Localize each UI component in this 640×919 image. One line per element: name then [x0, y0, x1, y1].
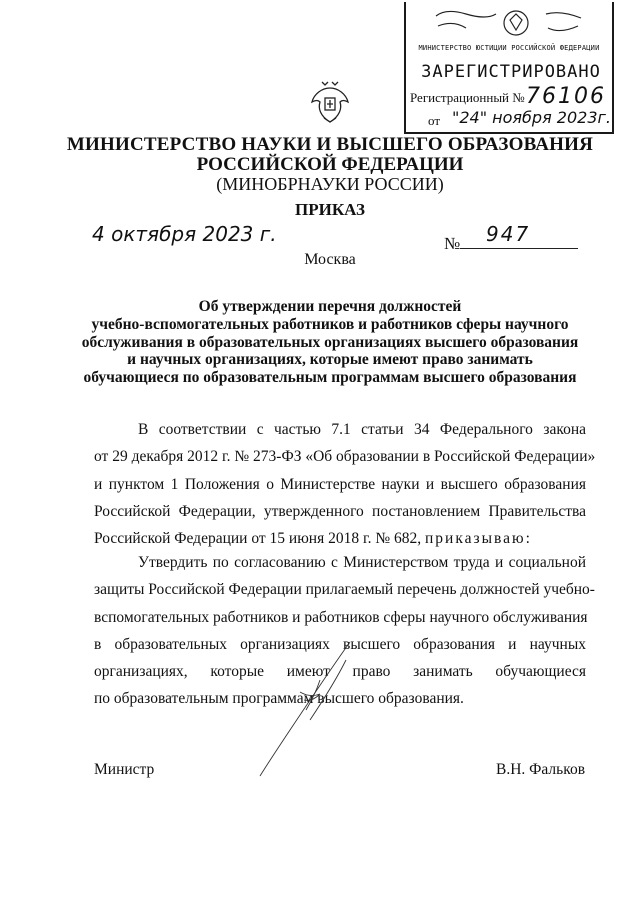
order-number-underline — [460, 248, 578, 249]
stamp-registered: ЗАРЕГИСТРИРОВАНО — [421, 62, 601, 82]
text-line: Утвердить по согласованию с Министерством труда и социальной — [138, 554, 586, 571]
order-date: 4 октября 2023 г. — [92, 222, 277, 246]
text-line: от 29 декабря 2012 г. № 273-ФЗ «Об образовании в Российской Федерации» — [94, 448, 596, 466]
handwritten-signature-icon — [250, 640, 370, 780]
stamp-reg-label: Регистрационный № — [410, 90, 525, 105]
document-type: ПРИКАЗ — [295, 200, 365, 219]
title-line: Об утверждении перечня должностей — [198, 298, 462, 315]
signatory-position: Министр — [94, 761, 155, 778]
decree-word: приказываю: — [424, 530, 532, 548]
stamp-from-label: от — [428, 113, 441, 128]
text-line: Российской Федерации, утвержденного постановлением Правительства — [94, 502, 586, 520]
text-line: В соответствии с частью 7.1 статьи 34 Федерального закона — [138, 421, 586, 438]
title-line: обучающиеся по образовательным программам высшего образования — [83, 369, 577, 387]
document-title — [80, 298, 580, 387]
title-line: обслуживания в образовательных организациях высшего образования — [81, 333, 579, 351]
text-fragment: Российской Федерации от 15 июня 2018 г. № 682, — [94, 530, 422, 548]
paragraph-preamble — [94, 416, 596, 552]
ministry-abbreviation: (МИНОБРНАУКИ РОССИИ) — [216, 174, 444, 194]
ministry-name-line1: МИНИСТЕРСТВО НАУКИ И ВЫСШЕГО ОБРАЗОВАНИЯ — [66, 134, 594, 155]
stamp-reg-date: "24" ноября 2023г. — [452, 108, 611, 127]
text-line: организациях, которые имеют право занимать обучающиеся — [94, 663, 586, 681]
stamp-reg-number: 76106 — [526, 84, 606, 109]
text-line: по образовательным программам высшего образования. — [94, 690, 464, 708]
text-line: вспомогательных работников и работников сферы научного обслуживания — [94, 608, 588, 626]
text-line: и пунктом 1 Положения о Министерстве науки и высшего образования — [94, 475, 586, 493]
text-line: защиты Российской Федерации прилагаемый перечень должностей учебно- — [94, 581, 595, 599]
text-line: в образовательных организациях высшего образования и научных — [94, 635, 586, 653]
title-line: учебно-вспомогательных работников и работников сферы научного — [91, 315, 569, 333]
registration-stamp — [404, 2, 614, 134]
order-number-label: № — [444, 234, 461, 253]
signatory-name: В.Н. Фальков — [496, 761, 586, 778]
seal-marks-icon — [416, 6, 596, 40]
title-line: и научных организациях, которые имеют право занимать — [127, 351, 533, 369]
coat-of-arms-icon — [310, 78, 350, 126]
city: Москва — [304, 251, 356, 268]
order-number: 947 — [486, 222, 531, 246]
stamp-ministry: МИНИСТЕРСТВО ЮСТИЦИИ РОССИЙСКОЙ ФЕДЕРАЦИИ — [418, 44, 600, 52]
ministry-name-line2: РОССИЙСКОЙ ФЕДЕРАЦИИ — [196, 154, 464, 175]
